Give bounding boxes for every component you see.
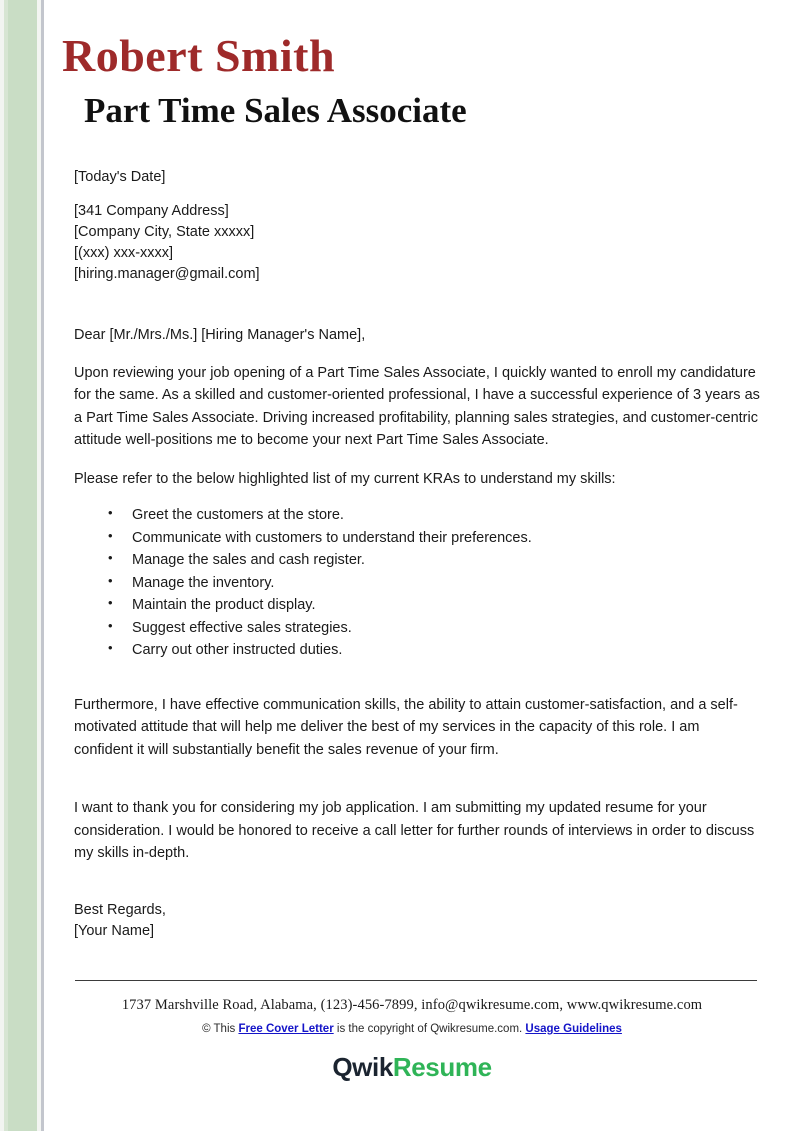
list-item: • Manage the inventory. xyxy=(132,572,762,594)
free-cover-letter-link[interactable]: Free Cover Letter xyxy=(238,1023,334,1035)
list-item: • Maintain the product display. xyxy=(132,594,762,616)
body-paragraph-3: I want to thank you for considering my job application. I am submitting my updated resume for your consideration. I would be honored to receive a call letter for further rounds of interviews in order to discuss my skills in-depth. xyxy=(74,800,755,861)
body-paragraph-1: Upon reviewing your job opening of a Part Time Sales Associate, I quickly wanted to enroll my candidature for the same. As a skilled and customer-oriented professional, I have a successful experience of 3 years as a Part Time Sales Associate. Driving increased profitability, planning sales strategies, and customer-centric attitude well-positions me to become your next Part Time Sales Associate. xyxy=(74,365,760,449)
letter-body xyxy=(62,131,762,943)
body-paragraph-2: Furthermore, I have effective communication skills, the ability to attain customer-satisfaction, and a self-motivated attitude that will help me deliver the best of my services in the capacity of this role. I am confident it will substantially benefit the sales revenue of your firm. xyxy=(74,696,738,758)
applicant-name: Robert Smith xyxy=(62,30,336,81)
footer-contact-line: 1737 Marshville Road, Alabama, (123)-456-7899, info@qwikresume.com, www.qwikresume.com xyxy=(121,997,703,1013)
list-item: • Greet the customers at the store. xyxy=(132,504,762,526)
kra-list xyxy=(74,504,762,661)
job-title: Part Time Sales Associate xyxy=(84,91,467,131)
copyright-prefix: © This xyxy=(202,1023,239,1035)
closing-line: Best Regards, xyxy=(74,902,166,919)
list-item: • Carry out other instructed duties. xyxy=(132,639,762,661)
page-footer xyxy=(62,980,762,1083)
sidebar-vertical-rule xyxy=(41,0,44,1131)
kra-intro: Please refer to the below highlighted list of my current KRAs to understand my skills: xyxy=(74,470,616,487)
spacer xyxy=(74,680,762,694)
recipient-line: [(xxx) xxx-xxxx] xyxy=(74,245,174,262)
list-item: • Communicate with customers to understand their preferences. xyxy=(132,527,762,549)
spacer xyxy=(74,880,762,900)
list-item: • Suggest effective sales strategies. xyxy=(132,617,762,639)
usage-guidelines-link[interactable]: Usage Guidelines xyxy=(525,1023,622,1035)
footer-copyright-line xyxy=(62,1014,762,1035)
copyright-middle: is the copyright of Qwikresume.com. xyxy=(333,1023,526,1035)
list-item: • Manage the sales and cash register. xyxy=(132,549,762,571)
signature-placeholder: [Your Name] xyxy=(74,923,155,940)
salutation: Dear [Mr./Mrs./Ms.] [Hiring Manager's Name], xyxy=(74,327,366,344)
logo-text-resume: Resume xyxy=(392,1052,492,1082)
qwikresume-logo xyxy=(62,1035,762,1083)
sidebar-green-band xyxy=(4,0,37,1131)
recipient-line: [hiring.manager@gmail.com] xyxy=(74,266,260,283)
letter-content xyxy=(62,0,762,1131)
date-placeholder: [Today's Date] xyxy=(74,168,166,185)
recipient-address-block xyxy=(74,201,762,285)
sidebar-band-highlight xyxy=(4,0,8,1131)
recipient-line: [Company City, State xxxxx] xyxy=(74,224,255,241)
recipient-line: [341 Company Address] xyxy=(74,203,229,220)
left-decorative-sidebar xyxy=(0,0,45,1131)
logo-text-qwik: Qwik xyxy=(332,1052,393,1082)
spacer xyxy=(74,777,762,797)
